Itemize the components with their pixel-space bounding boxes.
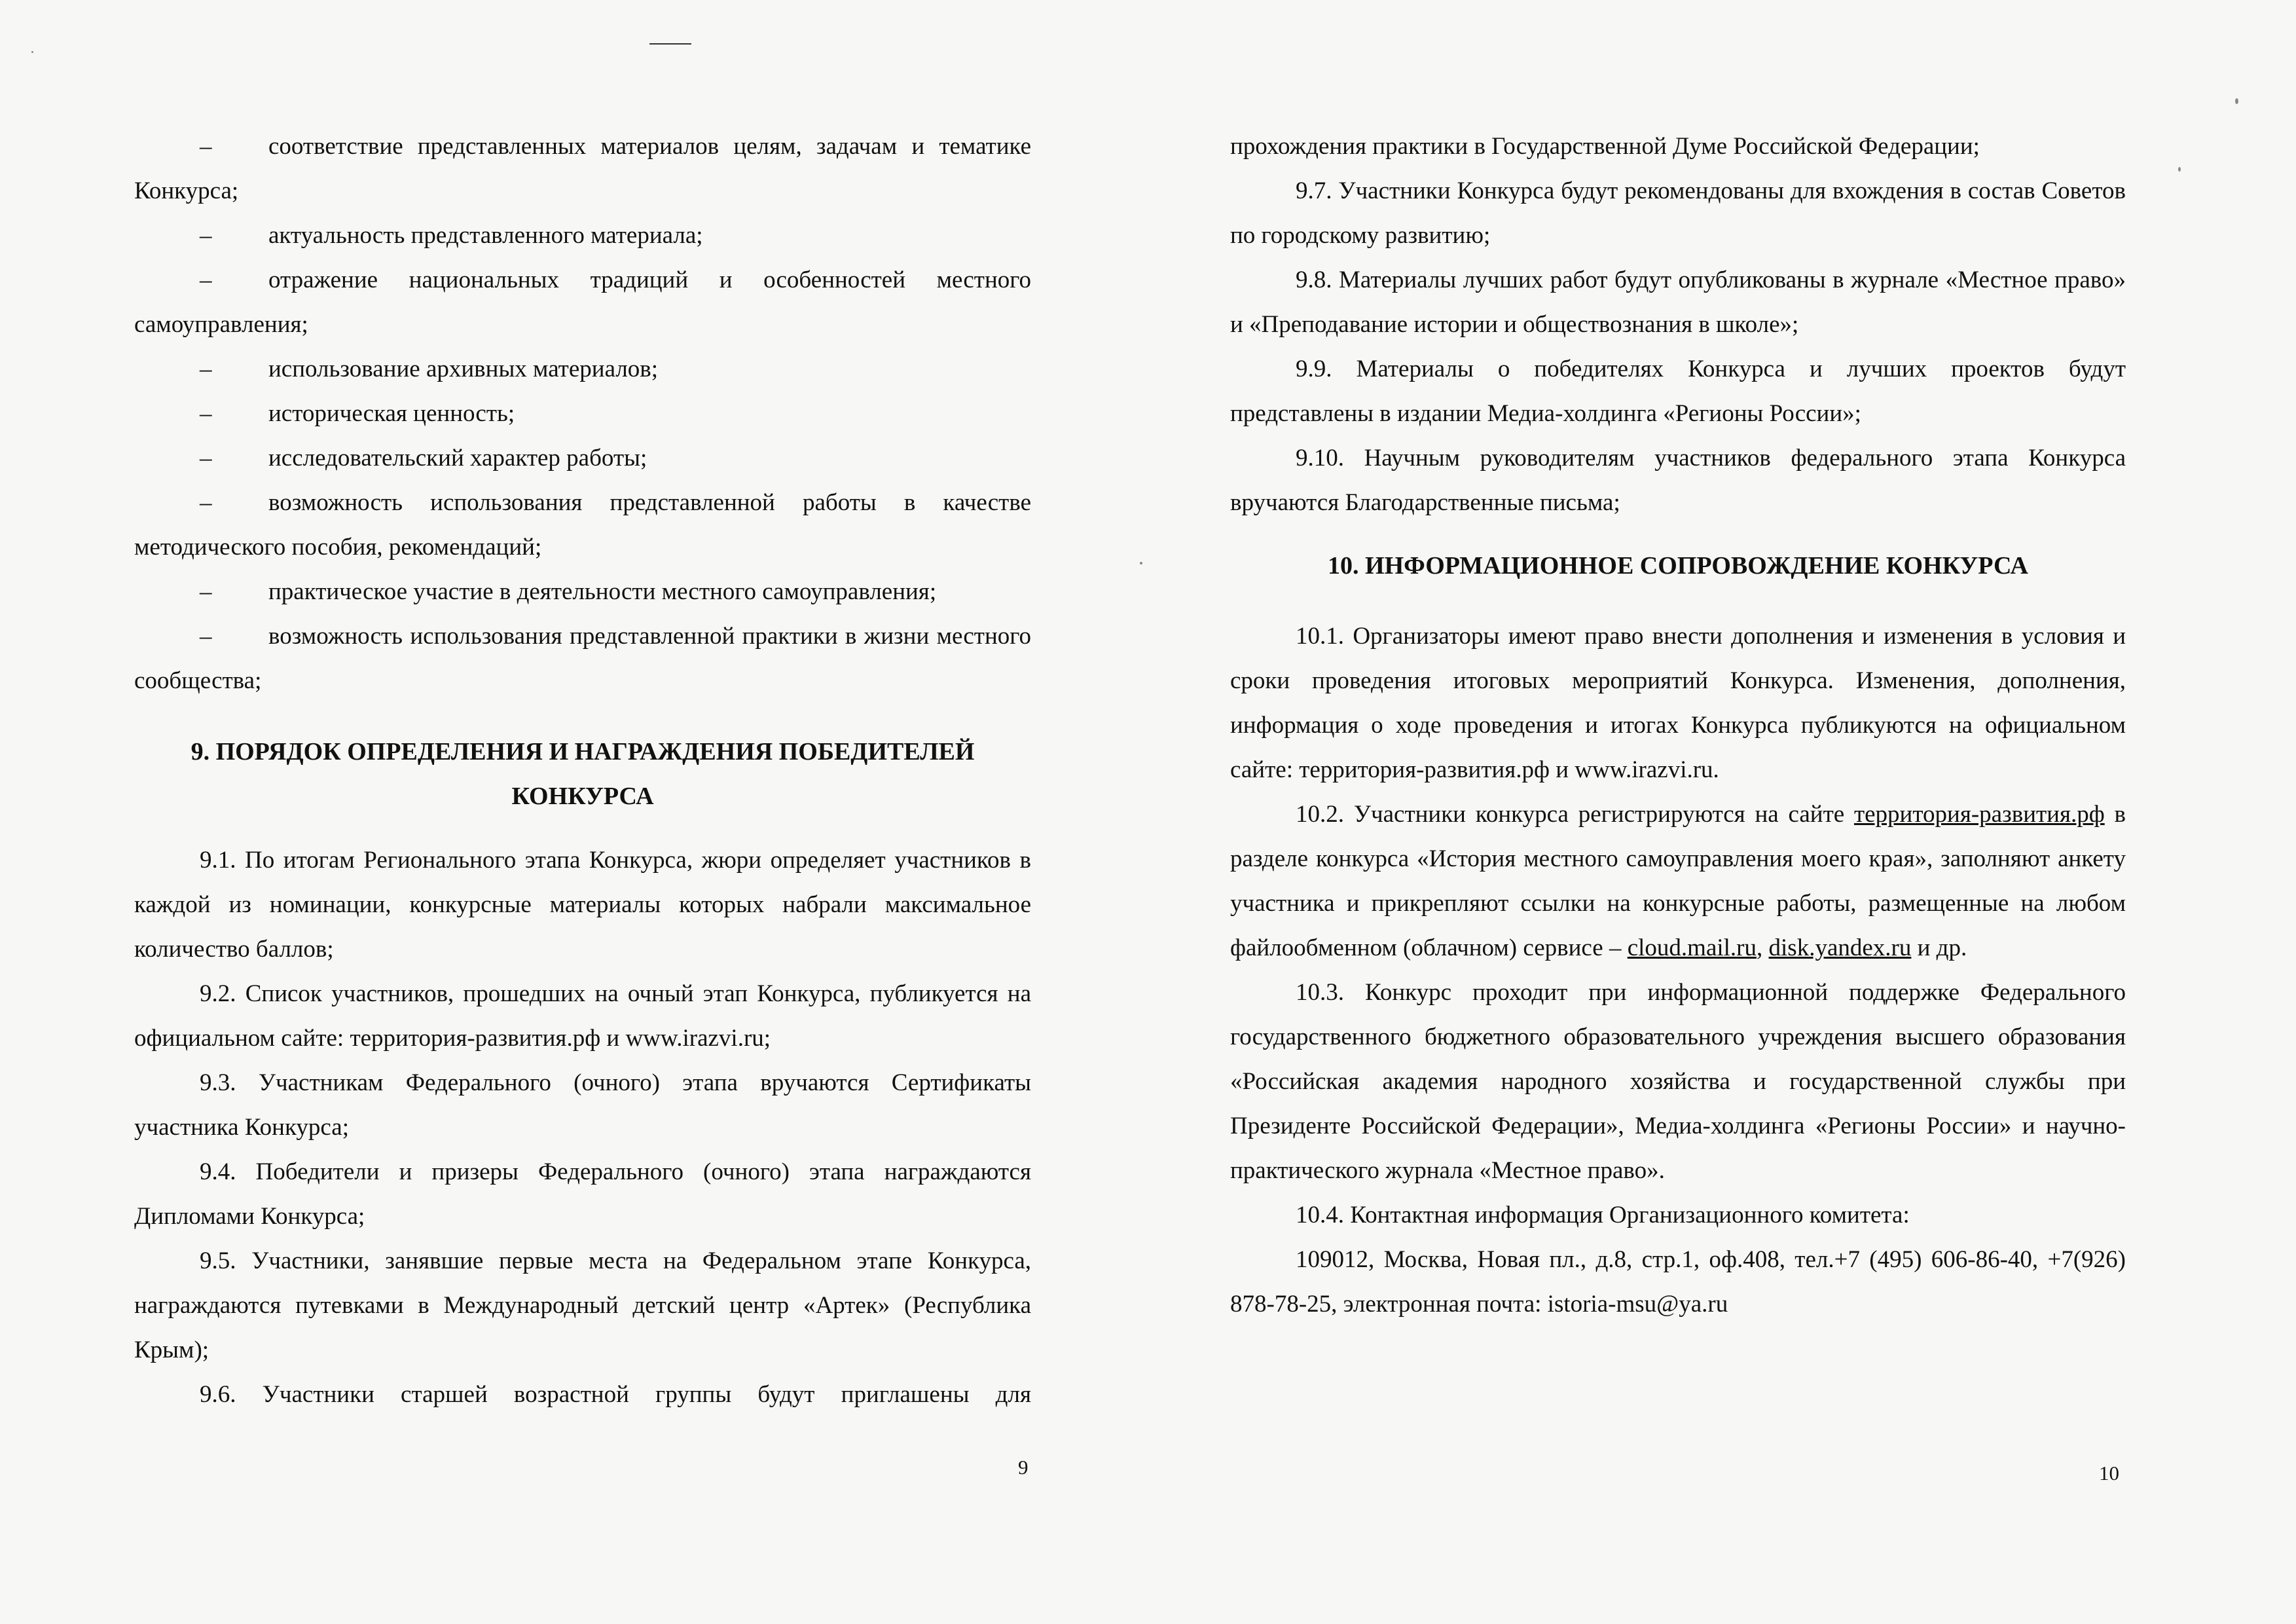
- criteria-text: возможность использования представленной работы в качестве: [268, 489, 1031, 516]
- cloud-mail-link[interactable]: cloud.mail.ru: [1627, 934, 1757, 961]
- scan-mark: [649, 43, 691, 45]
- bullet-dash: –: [200, 623, 212, 650]
- scan-speck: [2178, 167, 2181, 172]
- disk-yandex-link[interactable]: disk.yandex.ru: [1768, 934, 1912, 961]
- criteria-item: [134, 481, 1031, 570]
- paragraph-9-8: 9.8. Материалы лучших работ будут опубликованы в журнале «Местное право» и «Преподавание истории и обществознания в школе»;: [1230, 267, 2126, 338]
- page-10-text-column: [1230, 124, 2126, 1327]
- continuation-line: прохождения практики в Государственной Думе Российской Федерации;: [1230, 133, 1980, 160]
- criteria-text-continued: тематике Конкурса;: [134, 133, 1032, 204]
- bullet-dash: –: [200, 578, 212, 605]
- criteria-text: возможность использования представленной практики в жизни: [268, 623, 930, 650]
- paragraph-9-10: 9.10. Научным руководителям участников федерального этапа Конкурса вручаются Благодарственные письма;: [1230, 445, 2126, 516]
- page-number: 9: [1018, 1456, 1029, 1479]
- paragraph-10-2: [1230, 792, 2126, 970]
- criteria-item: [134, 392, 1031, 436]
- section-9-heading-line1: 9. ПОРЯДОК ОПРЕДЕЛЕНИЯ И НАГРАЖДЕНИЯ ПОБЕДИТЕЛЕЙ: [191, 738, 975, 766]
- criteria-text: исследовательский характер работы;: [268, 445, 647, 471]
- page-9-text-column: [134, 124, 1031, 1417]
- paragraph-9-7: 9.7. Участники Конкурса будут рекомендованы для вхождения в состав Советов по городскому развитию;: [1230, 177, 2126, 249]
- criteria-item: [134, 436, 1031, 481]
- paragraph-9-6: 9.6. Участники старшей возрастной группы будут приглашены для: [200, 1381, 1031, 1408]
- bullet-dash: –: [200, 356, 212, 382]
- bullet-dash: –: [200, 489, 212, 516]
- scan-speck: [2235, 98, 2238, 104]
- criteria-text: отражение национальных традиций и особенностей местного: [268, 267, 1031, 293]
- paragraph-9-3: 9.3. Участникам Федерального (очного) этапа вручаются Сертификаты участника Конкурса;: [134, 1069, 1031, 1141]
- paragraph-9-5: 9.5. Участники, занявшие первые места на Федеральном этапе Конкурса, награждаются путевками в Международный детский центр «Артек» (Республика Крым);: [134, 1247, 1031, 1363]
- criteria-item: [134, 347, 1031, 392]
- contact-info: 109012, Москва, Новая пл., д.8, стр.1, оф.408, тел.+7 (495) 606-86-40, +7(926) 878-78-25, электронная почта: istoria-msu@ya.ru: [1230, 1246, 2126, 1318]
- page-number: 10: [2099, 1462, 2119, 1485]
- page-10: [1148, 0, 2296, 1624]
- criteria-item: [134, 614, 1031, 703]
- paragraph-10-3: 10.3. Конкурс проходит при информационной поддержке Федерального государственного бюджетного образовательного учреждения высшего образования «Российская академия народного хозяйства и государственной службы при Президенте Российской Федерации», Медиа-холдинга «Регионы России» и научно-практического журнала «Местное право».: [1230, 979, 2126, 1184]
- bullet-dash: –: [200, 400, 212, 427]
- bullet-dash: –: [200, 222, 212, 249]
- scan-speck: [1140, 562, 1142, 564]
- criteria-item: [134, 213, 1031, 258]
- criteria-text-continued: местного сообщества;: [134, 623, 1031, 694]
- section-10-heading: 10. ИНФОРМАЦИОННОЕ СОПРОВОЖДЕНИЕ КОНКУРСА: [1328, 552, 2028, 580]
- criteria-text: практическое участие в деятельности местного самоуправления;: [268, 578, 937, 605]
- bullet-dash: –: [200, 445, 212, 471]
- criteria-text: актуальность представленного материала;: [268, 222, 703, 249]
- paragraph-9-4: 9.4. Победители и призеры Федерального (очного) этапа награждаются Дипломами Конкурса;: [134, 1158, 1031, 1230]
- paragraph-9-1: 9.1. По итогам Регионального этапа Конкурса, жюри определяет участников в каждой из номинации, конкурсные материалы которых набрали максимальное количество баллов;: [134, 847, 1031, 963]
- criteria-text: соответствие представленных материалов целям, задачам и: [268, 133, 925, 160]
- criteria-list: [134, 124, 1031, 703]
- criteria-text-continued: методического пособия, рекомендаций;: [134, 534, 542, 561]
- paragraph-9-9: 9.9. Материалы о победителях Конкурса и лучших проектов будут представлены в издании Медиа-холдинга «Регионы России»;: [1230, 356, 2126, 427]
- link-separator: ,: [1757, 934, 1769, 961]
- site-link[interactable]: территория-развития.рф: [1853, 801, 2105, 828]
- criteria-item: [134, 570, 1031, 614]
- criteria-text: историческая ценность;: [268, 400, 515, 427]
- paragraph-9-2: 9.2. Список участников, прошедших на очный этап Конкурса, публикуется на официальном сайте: территория-развития.рф и www.irazvi.ru;: [134, 980, 1031, 1052]
- criteria-item: [134, 124, 1031, 213]
- criteria-text: использование архивных материалов;: [268, 356, 659, 382]
- paragraph-10-2-end: и др.: [1911, 934, 1967, 961]
- bullet-dash: –: [200, 133, 212, 160]
- section-9-heading: [134, 729, 1031, 819]
- paragraph-10-2-middle: в разделе конкурса «История местного самоуправления моего края», заполняют анкету участника и прикрепляют ссылки на конкурсные работы, размещенные на любом файлообменном (облачном) сервисе –: [1230, 801, 2126, 961]
- scan-speck: [31, 51, 33, 53]
- bullet-dash: –: [200, 267, 212, 293]
- section-9-heading-line2: КОНКУРСА: [511, 783, 654, 810]
- criteria-text-continued: самоуправления;: [134, 311, 308, 338]
- paragraph-10-1: 10.1. Организаторы имеют право внести дополнения и изменения в условия и сроки проведения итоговых мероприятий Конкурса. Изменения, дополнения, информация о ходе проведения и итогах Конкурса публикуются на официальном сайте: территория-развития.рф и www.irazvi.ru.: [1230, 623, 2126, 783]
- paragraph-10-4: 10.4. Контактная информация Организационного комитета:: [1296, 1202, 1910, 1228]
- paragraph-10-2-start: 10.2. Участники конкурса регистрируются на сайте: [1296, 801, 1854, 828]
- criteria-item: [134, 258, 1031, 347]
